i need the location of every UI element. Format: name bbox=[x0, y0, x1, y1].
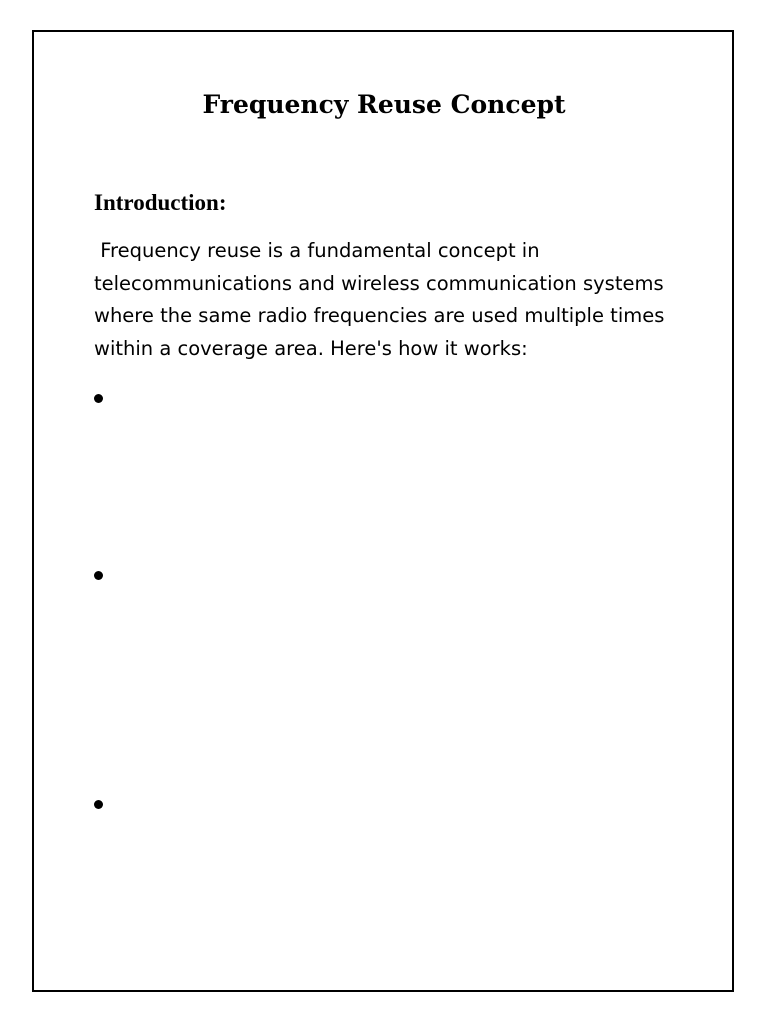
page-title: Frequency Reuse Concept bbox=[202, 90, 566, 119]
section-heading-introduction: Introduction: bbox=[94, 190, 227, 215]
bullet-point-3 bbox=[94, 800, 103, 809]
intro-paragraph: Frequency reuse is a fundamental concept in telecommunications and wireless communication systems where the same radio frequencies are used multiple times within a coverage area. Here's how it works: bbox=[94, 239, 671, 360]
page-frame bbox=[32, 30, 734, 992]
bullet-point-1 bbox=[94, 394, 103, 403]
bullet-point-2 bbox=[94, 571, 103, 580]
